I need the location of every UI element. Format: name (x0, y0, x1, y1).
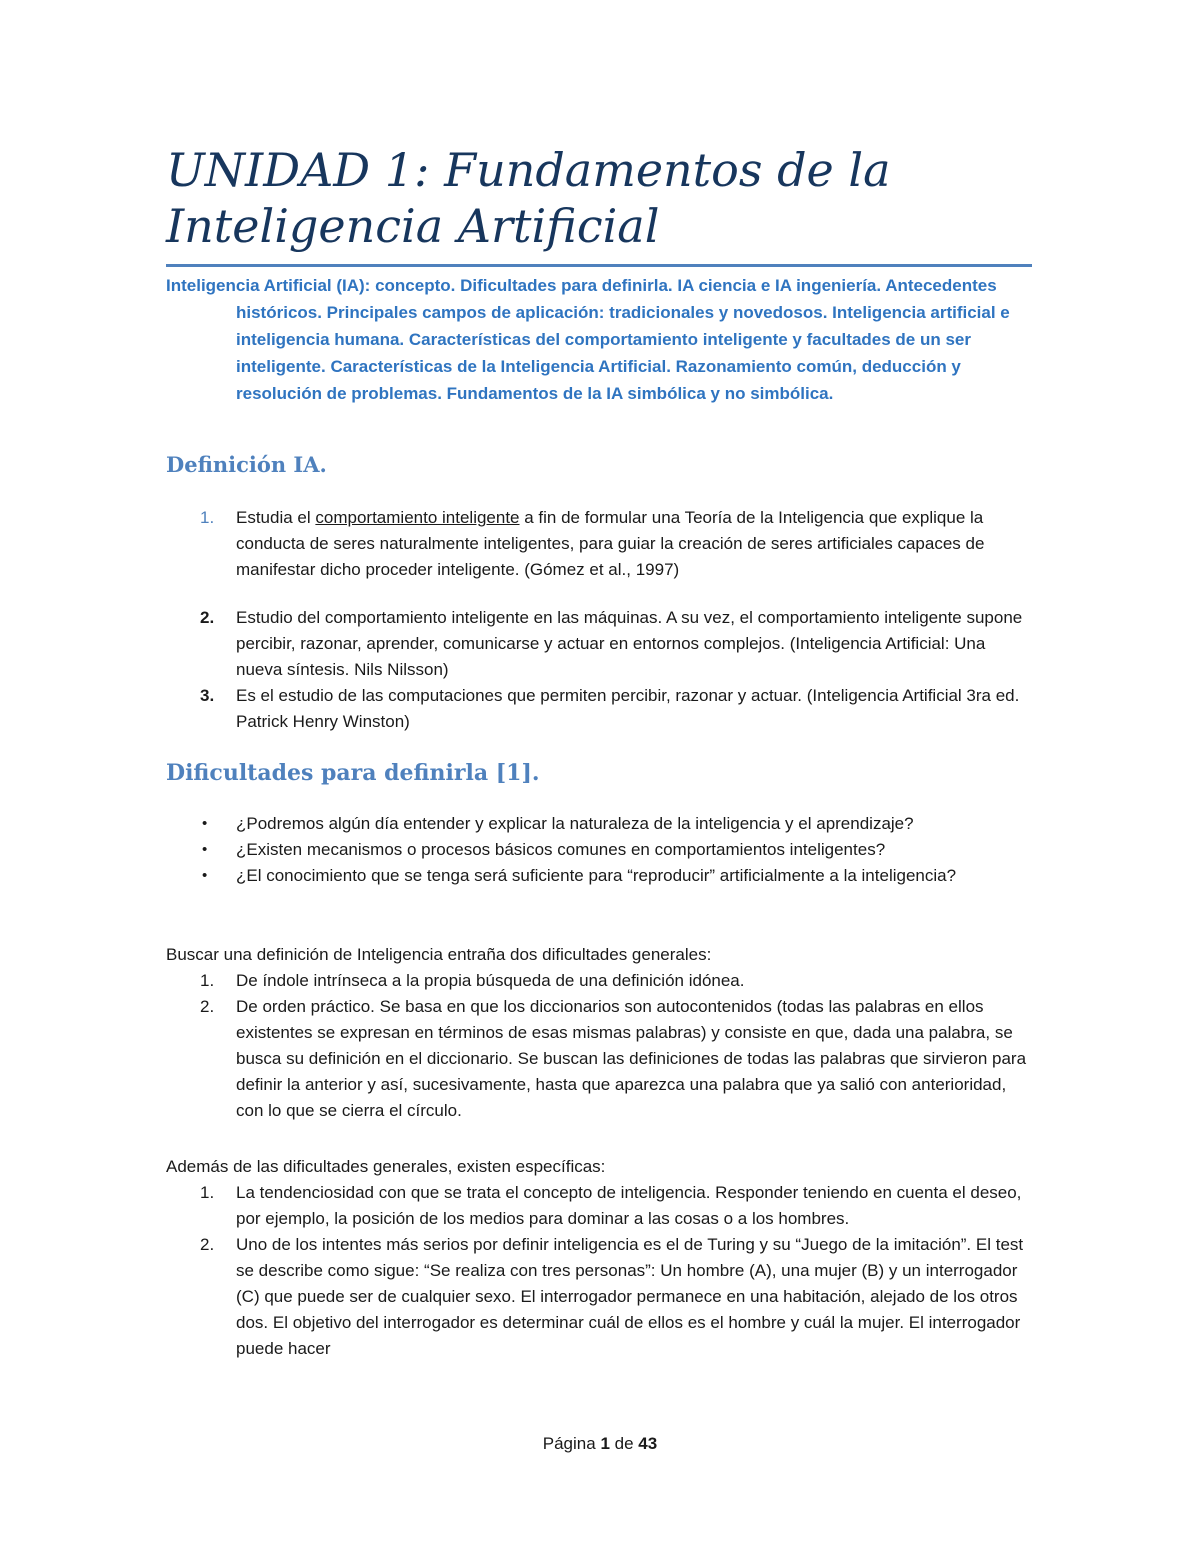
bullet-item (166, 811, 1036, 837)
generales-intro: Buscar una definición de Inteligencia entraña dos dificultades generales: (166, 945, 712, 964)
bullet-dot-icon: • (202, 841, 208, 858)
definicion-list (166, 505, 1036, 735)
generales-item-2-text: De orden práctico. Se basa en que los diccionarios son autocontenidos (todas las palabras en ellos existentes se expresan en términos de esas mismas palabras) y consiste en que, dada una palabra, se busca su definición en el diccionario. Se buscan las definiciones de todas las palabras que sirvieron para definir la anterior y así, sucesivamente, hasta que aparezca una palabra que ya salió con anterioridad, con lo que se cierra el círculo. (236, 997, 1027, 1120)
bullet-item (166, 837, 1036, 863)
heading-dificultades: Dificultades para definirla [1]. (166, 760, 540, 786)
definicion-item-1-text-pre: Estudia el (236, 508, 316, 527)
dificultades-generales (166, 942, 1036, 1124)
definicion-item-1 (166, 505, 1036, 583)
list-marker: 2. (200, 608, 215, 627)
definicion-item-1-text-post: a fin de formular una Teoría de la Inteligencia que explique la conducta de seres naturalmente inteligentes, para guiar la creación de seres artificiales capaces de manifestar dicho proceder inteligente. (Gómez et al., 1997) (236, 508, 985, 579)
bullet-item-text: ¿Existen mecanismos o procesos básicos comunes en comportamientos inteligentes? (236, 840, 886, 859)
unit-summary: Inteligencia Artificial (IA): concepto. Dificultades para definirla. IA ciencia e IA ingeniería. Antecedentes históricos. Principales campos de aplicación: tradicionales y novedosos. Inteligencia artificial e inteligencia humana. Características del comportamiento inteligente y facultades de un ser inteligente. Características de la Inteligencia Artificial. Razonamiento común, deducción y resolución de problemas. Fundamentos de la IA simbólica y no simbólica. (166, 276, 1010, 403)
document-title (166, 142, 1046, 254)
generales-item-1 (166, 968, 1036, 994)
title-line-2: Inteligencia Artificial (166, 199, 660, 253)
bullet-dot-icon: • (202, 867, 208, 884)
generales-item-1-text: De índole intrínseca a la propia búsqueda de una definición idónea. (236, 971, 745, 990)
list-marker: 3. (200, 686, 215, 705)
generales-item-2 (166, 994, 1036, 1124)
footer-of: de (614, 1434, 634, 1453)
bullet-dot-icon: • (202, 815, 208, 832)
definicion-item-2-text: Estudio del comportamiento inteligente en las máquinas. A su vez, el comportamiento inteligente supone percibir, razonar, aprender, comunicarse y actuar en entornos complejos. (Inteligencia Artificial: Una nueva síntesis. Nils Nilsson) (236, 608, 1023, 679)
footer-label: Página (542, 1434, 596, 1453)
footer-total-pages: 43 (638, 1434, 658, 1453)
definicion-item-2 (166, 605, 1036, 683)
especificas-item-2 (166, 1232, 1036, 1362)
especificas-intro: Además de las dificultades generales, existen específicas: (166, 1157, 606, 1176)
definicion-item-1-underlined: comportamiento inteligente (315, 508, 520, 527)
bullet-item (166, 863, 1036, 889)
heading-definicion: Definición IA. (166, 452, 327, 477)
list-marker: 1. (200, 1183, 215, 1202)
bullet-item-text: ¿Podremos algún día entender y explicar la naturaleza de la inteligencia y el aprendizaje? (236, 814, 914, 833)
list-marker: 1. (200, 508, 215, 527)
title-line-1: UNIDAD 1: Fundamentos de la (166, 143, 891, 197)
especificas-item-2-text: Uno de los intentes más serios por definir inteligencia es el de Turing y su “Juego de la imitación”. El test se describe como sigue: “Se realiza con tres personas”: Un hombre (A), una mujer (B) y un interrogador (C) que puede ser de cualquier sexo. El interrogador permanece en una habitación, alejado de los otros dos. El objetivo del interrogador es determinar cuál de ellos es el hombre y cuál la mujer. El interrogador puede hacer (236, 1235, 1024, 1358)
footer-current-page: 1 (600, 1434, 610, 1453)
title-underline-rule (166, 264, 1032, 267)
especificas-item-1 (166, 1180, 1036, 1232)
list-marker: 2. (200, 997, 215, 1016)
dificultades-bullets (166, 811, 1036, 889)
especificas-item-1-text: La tendenciosidad con que se trata el concepto de inteligencia. Responder teniendo en cuenta el deseo, por ejemplo, la posición de los medios para dominar a las cosas o a los hombres. (236, 1183, 1022, 1228)
dificultades-especificas (166, 1154, 1036, 1362)
list-marker: 1. (200, 971, 215, 990)
definicion-item-3-text: Es el estudio de las computaciones que permiten percibir, razonar y actuar. (Inteligencia Artificial 3ra ed. Patrick Henry Winston) (236, 686, 1020, 731)
bullet-item-text: ¿El conocimiento que se tenga será suficiente para “reproducir” artificialmente a la inteligencia? (236, 866, 957, 885)
page-footer (0, 1434, 1200, 1454)
list-marker: 2. (200, 1235, 215, 1254)
definicion-item-3 (166, 683, 1036, 735)
